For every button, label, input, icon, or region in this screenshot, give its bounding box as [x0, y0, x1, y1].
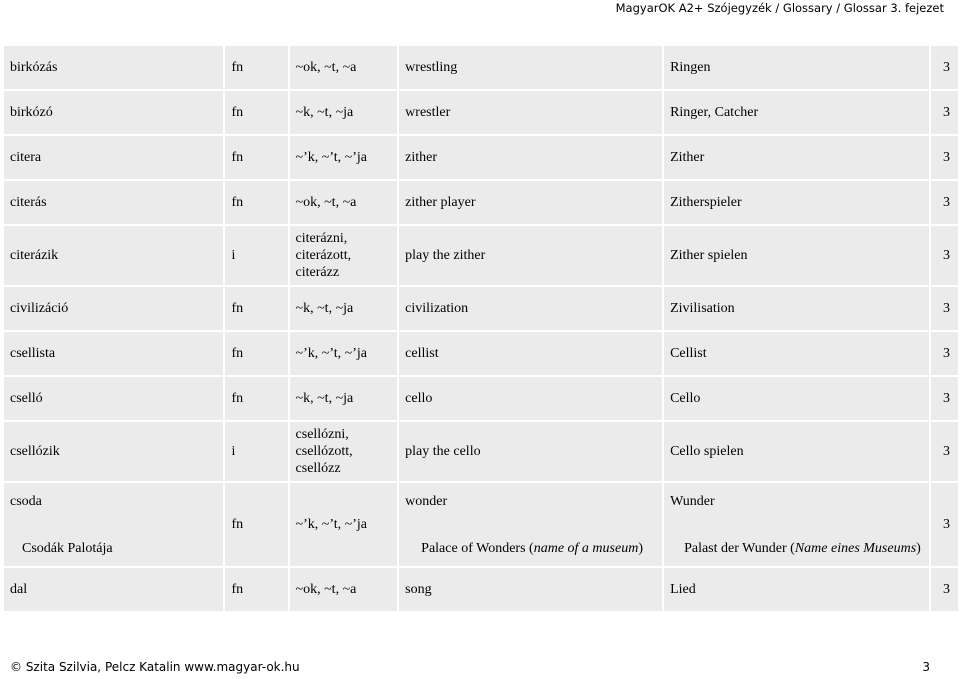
table-row [4, 287, 958, 330]
table-row [4, 377, 958, 420]
table-row [4, 181, 958, 224]
page-header: MagyarOK A2+ Szójegyzék / Glossary / Glossar 3. fejezet [615, 1, 944, 15]
part-of-speech: fn [225, 332, 287, 375]
page-footer [10, 660, 930, 674]
table-row [4, 46, 958, 89]
german-translation: Ringer, Catcher [664, 91, 929, 134]
chapter-number: 3 [931, 226, 958, 285]
part-of-speech: fn [225, 483, 287, 566]
table-row [4, 332, 958, 375]
chapter-number: 3 [931, 422, 958, 481]
word-form-infinitive: csellózni, [295, 427, 349, 442]
german-phrase-close: ) [916, 540, 921, 556]
english-translation: zither [399, 136, 662, 179]
part-of-speech: fn [225, 377, 287, 420]
table-row [4, 91, 958, 134]
hungarian-word: birkózó [4, 91, 223, 134]
german-translation [664, 483, 929, 566]
english-translation: civilization [399, 287, 662, 330]
english-word-main: wonder [405, 493, 448, 509]
part-of-speech: fn [225, 91, 287, 134]
german-phrase-text: Palast der Wunder ( [684, 540, 795, 556]
word-forms [290, 226, 398, 285]
word-form-imperative: citerázz [295, 265, 340, 280]
hungarian-word: citerázik [4, 226, 223, 285]
word-forms: ~k, ~t, ~ja [290, 91, 398, 134]
german-translation: Cello [664, 377, 929, 420]
german-translation: Ringen [664, 46, 929, 89]
english-phrase-close: ) [638, 540, 643, 556]
hungarian-word: birkózás [4, 46, 223, 89]
english-translation: play the zither [399, 226, 662, 285]
hungarian-phrase: Csodák Palotája [22, 540, 113, 556]
english-translation: play the cello [399, 422, 662, 481]
chapter-number: 3 [931, 136, 958, 179]
part-of-speech: i [225, 226, 287, 285]
german-translation: Zither [664, 136, 929, 179]
word-form-infinitive: citerázni, [295, 231, 348, 246]
english-phrase-text: Palace of Wonders ( [421, 540, 534, 556]
english-phrase-note: name of a museum [533, 540, 639, 556]
word-forms: ~’k, ~’t, ~’ja [290, 136, 398, 179]
word-forms: ~’k, ~’t, ~’ja [290, 332, 398, 375]
table-row [4, 483, 958, 566]
table-row [4, 568, 958, 611]
part-of-speech: fn [225, 287, 287, 330]
english-translation [399, 483, 662, 566]
german-translation: Zither spielen [664, 226, 929, 285]
hungarian-word-main: csoda [10, 493, 42, 509]
copyright-text: © Szita Szilvia, Pelcz Katalin www.magyar-ok.hu [10, 660, 300, 674]
glossary-table [2, 44, 960, 613]
word-forms: ~’k, ~’t, ~’ja [290, 483, 398, 566]
hungarian-word [4, 483, 223, 566]
german-translation: Cellist [664, 332, 929, 375]
word-form-imperative: csellózz [295, 461, 341, 476]
hungarian-word: csellista [4, 332, 223, 375]
hungarian-word: civilizáció [4, 287, 223, 330]
chapter-number: 3 [931, 483, 958, 566]
hungarian-word: citerás [4, 181, 223, 224]
word-forms: ~k, ~t, ~ja [290, 377, 398, 420]
part-of-speech: fn [225, 568, 287, 611]
chapter-number: 3 [931, 181, 958, 224]
english-translation: song [399, 568, 662, 611]
hungarian-word: citera [4, 136, 223, 179]
german-translation: Zivilisation [664, 287, 929, 330]
page-number: 3 [922, 660, 930, 674]
part-of-speech: fn [225, 136, 287, 179]
word-forms: ~ok, ~t, ~a [290, 46, 398, 89]
german-translation: Cello spielen [664, 422, 929, 481]
chapter-number: 3 [931, 568, 958, 611]
word-forms: ~k, ~t, ~ja [290, 287, 398, 330]
german-translation: Lied [664, 568, 929, 611]
word-forms: ~ok, ~t, ~a [290, 181, 398, 224]
english-translation: zither player [399, 181, 662, 224]
hungarian-word: cselló [4, 377, 223, 420]
german-translation: Zitherspieler [664, 181, 929, 224]
part-of-speech: i [225, 422, 287, 481]
chapter-number: 3 [931, 377, 958, 420]
english-translation: cellist [399, 332, 662, 375]
word-form-past: csellózott, [295, 444, 353, 459]
word-forms [290, 422, 398, 481]
hungarian-word: csellózik [4, 422, 223, 481]
hungarian-word: dal [4, 568, 223, 611]
part-of-speech: fn [225, 46, 287, 89]
table-row [4, 226, 958, 285]
english-translation: wrestler [399, 91, 662, 134]
english-translation: cello [399, 377, 662, 420]
table-row [4, 422, 958, 481]
chapter-number: 3 [931, 46, 958, 89]
german-phrase-note: Name eines Museums [794, 540, 917, 556]
chapter-number: 3 [931, 91, 958, 134]
english-phrase [405, 540, 656, 557]
german-word-main: Wunder [670, 493, 715, 509]
chapter-number: 3 [931, 332, 958, 375]
german-phrase [670, 540, 923, 557]
word-form-past: citerázott, [295, 248, 352, 263]
word-forms: ~ok, ~t, ~a [290, 568, 398, 611]
chapter-number: 3 [931, 287, 958, 330]
english-translation: wrestling [399, 46, 662, 89]
table-row [4, 136, 958, 179]
part-of-speech: fn [225, 181, 287, 224]
